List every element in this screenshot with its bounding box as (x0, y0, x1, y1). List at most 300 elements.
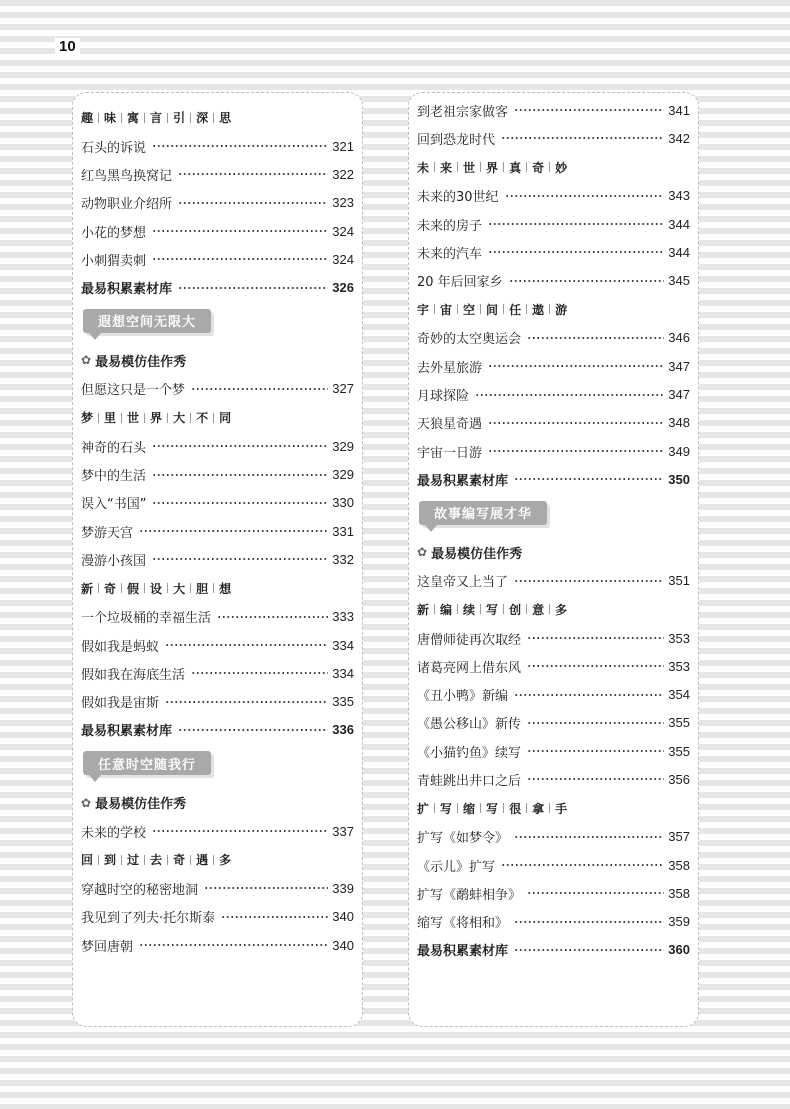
heading-separator (549, 803, 550, 813)
heading-char: 新 (81, 581, 94, 596)
entry-title: 未来的30世纪 (417, 190, 499, 206)
entry-page-number: 347 (668, 358, 690, 374)
dot-leader (527, 892, 664, 894)
dot-leader (527, 722, 664, 724)
heading-separator (167, 113, 168, 123)
dot-leader (527, 750, 664, 752)
heading-char: 未 (417, 160, 430, 175)
subsection-heading (81, 574, 354, 603)
section-label: 最易模仿佳作秀 (95, 797, 187, 813)
heading-separator (526, 604, 527, 614)
heading-char: 回 (81, 853, 94, 868)
heading-char: 过 (127, 853, 140, 868)
toc-left-column (72, 92, 363, 1027)
toc-entry[interactable] (417, 210, 690, 238)
heading-separator (121, 113, 122, 123)
flower-icon: ✿ (81, 795, 92, 810)
heading-separator (457, 304, 458, 314)
heading-char: 缩 (463, 801, 476, 816)
heading-char: 奇 (532, 160, 545, 175)
heading-separator (480, 604, 481, 614)
entry-title: 诸葛亮网上借东风 (417, 660, 522, 676)
dot-leader (152, 502, 328, 504)
heading-char: 真 (509, 160, 522, 175)
heading-char: 手 (555, 801, 568, 816)
heading-separator (526, 162, 527, 172)
toc-entry[interactable] (81, 659, 354, 687)
entry-title: 20 年后回家乡 (417, 275, 503, 291)
material-library-entry[interactable] (81, 716, 354, 744)
heading-separator (98, 413, 99, 423)
entry-page-number: 346 (668, 330, 690, 346)
heading-char: 多 (219, 853, 232, 868)
dot-leader (152, 258, 328, 260)
dot-leader (178, 173, 328, 175)
heading-separator (167, 583, 168, 593)
heading-separator (213, 413, 214, 423)
toc-entry[interactable] (417, 652, 690, 680)
dot-leader (488, 422, 664, 424)
toc-entry[interactable] (81, 189, 354, 217)
heading-separator (434, 304, 435, 314)
entry-title: 假如我是宙斯 (81, 696, 160, 712)
entry-title: 但愿这只是一个梦 (81, 383, 186, 399)
entry-page-number: 329 (332, 438, 354, 454)
heading-separator (213, 113, 214, 123)
entry-page-number: 349 (668, 443, 690, 459)
toc-entry[interactable] (417, 851, 690, 879)
heading-char: 趣 (81, 111, 94, 125)
toc-entry[interactable] (417, 409, 690, 437)
entry-title: 一个垃圾桶的幸福生活 (81, 611, 212, 627)
entry-page-number: 342 (668, 130, 690, 146)
heading-separator (434, 803, 435, 813)
dot-leader (501, 864, 664, 866)
entry-title: 最易积累素材库 (81, 724, 173, 740)
heading-char: 思 (219, 111, 232, 125)
toc-entry[interactable] (81, 432, 354, 460)
entry-page-number: 324 (332, 251, 354, 267)
entry-page-number: 334 (332, 637, 354, 653)
subsection-heading (81, 845, 354, 874)
entry-title: 最易积累素材库 (417, 944, 509, 960)
dot-leader (514, 694, 664, 696)
section-heading (81, 346, 354, 375)
dot-leader (514, 478, 664, 480)
entry-page-number: 350 (668, 471, 690, 487)
entry-title: 这皇帝又上当了 (417, 575, 509, 591)
theme-banner: 故事编写展才华 (419, 501, 547, 525)
toc-entry[interactable] (417, 624, 690, 652)
heading-char: 意 (532, 602, 545, 617)
entry-title: 唐僧师徒再次取经 (417, 632, 522, 648)
entry-page-number: 332 (332, 551, 354, 567)
entry-title: 石头的诉说 (81, 140, 147, 156)
subsection-heading (81, 403, 354, 432)
entry-page-number: 355 (668, 715, 690, 731)
entry-page-number: 326 (332, 280, 354, 296)
toc-entry[interactable] (81, 603, 354, 631)
heading-char: 去 (150, 853, 163, 868)
dot-leader (501, 137, 664, 139)
toc-entry[interactable] (417, 324, 690, 352)
subsection-heading (417, 295, 690, 324)
flower-icon: ✿ (81, 353, 92, 368)
heading-char: 想 (219, 581, 232, 596)
heading-separator (480, 162, 481, 172)
entry-page-number: 348 (668, 415, 690, 431)
entry-title: 假如我在海底生活 (81, 667, 186, 683)
toc-entry[interactable] (81, 217, 354, 245)
heading-char: 写 (486, 801, 499, 816)
dot-leader (191, 388, 328, 390)
heading-char: 奇 (104, 581, 117, 596)
heading-char: 大 (173, 581, 186, 596)
dot-leader (152, 230, 328, 232)
toc-entry[interactable] (417, 765, 690, 793)
subsection-heading (417, 595, 690, 624)
heading-separator (457, 162, 458, 172)
heading-char: 胆 (196, 581, 209, 596)
entry-title: 未来的房子 (417, 218, 483, 234)
toc-entry[interactable] (81, 687, 354, 715)
entry-title: 去外星旅游 (417, 360, 483, 376)
toc-entry[interactable] (417, 182, 690, 210)
heading-separator (503, 604, 504, 614)
heading-separator (503, 304, 504, 314)
heading-char: 设 (150, 581, 163, 596)
heading-char: 里 (104, 411, 117, 426)
toc-entry[interactable] (81, 931, 354, 959)
heading-separator (167, 413, 168, 423)
heading-separator (144, 413, 145, 423)
heading-separator (121, 413, 122, 423)
toc-entry[interactable] (81, 460, 354, 488)
entry-title: 奇妙的太空奥运会 (417, 332, 522, 348)
subsection-heading (417, 153, 690, 182)
heading-separator (457, 803, 458, 813)
heading-char: 宙 (440, 302, 453, 317)
toc-entry[interactable] (81, 375, 354, 403)
entry-title: 神奇的石头 (81, 440, 147, 456)
heading-char: 奇 (173, 853, 186, 868)
entry-title: 未来的汽车 (417, 246, 483, 262)
toc-entry[interactable] (417, 266, 690, 294)
heading-separator (98, 583, 99, 593)
heading-char: 界 (150, 411, 163, 426)
heading-separator (480, 803, 481, 813)
heading-char: 不 (196, 411, 209, 426)
theme-banner: 遐想空间无限大 (83, 309, 211, 333)
heading-char: 任 (509, 302, 522, 317)
toc-entry[interactable] (417, 908, 690, 936)
toc-entry[interactable] (417, 352, 690, 380)
dot-leader (221, 916, 328, 918)
dot-leader (152, 145, 328, 147)
entry-title: 小花的梦想 (81, 225, 147, 241)
toc-entry[interactable] (81, 132, 354, 160)
toc-right-column (408, 92, 699, 1027)
heading-separator (549, 304, 550, 314)
section-heading (417, 538, 690, 567)
entry-page-number: 359 (668, 914, 690, 930)
dot-leader (505, 195, 665, 197)
section-heading (81, 788, 354, 817)
heading-char: 梦 (81, 411, 94, 426)
entry-page-number: 324 (332, 223, 354, 239)
heading-separator (190, 855, 191, 865)
entry-title: 红鸟黑鸟换窝记 (81, 168, 173, 184)
dot-leader (514, 580, 664, 582)
entry-page-number: 343 (668, 188, 690, 204)
entry-title: 梦中的生活 (81, 469, 147, 485)
entry-page-number: 327 (332, 381, 354, 397)
entry-title: 最易积累素材库 (81, 282, 173, 298)
heading-char: 假 (127, 581, 140, 596)
subsection-heading (81, 103, 354, 132)
dot-leader (527, 637, 664, 639)
dot-leader (191, 672, 328, 674)
entry-page-number: 339 (332, 880, 354, 896)
entry-page-number: 358 (668, 857, 690, 873)
entry-page-number: 351 (668, 573, 690, 589)
heading-separator (121, 855, 122, 865)
heading-char: 写 (486, 602, 499, 617)
entry-title: 梦游天宫 (81, 525, 134, 541)
entry-page-number: 337 (332, 823, 354, 839)
dot-leader (527, 665, 664, 667)
dot-leader (488, 251, 664, 253)
heading-separator (144, 583, 145, 593)
dot-leader (527, 337, 664, 339)
entry-page-number: 356 (668, 771, 690, 787)
toc-entry[interactable] (81, 517, 354, 545)
dot-leader (527, 778, 664, 780)
heading-char: 妙 (555, 160, 568, 175)
dot-leader (514, 109, 664, 111)
toc-entry[interactable] (417, 124, 690, 152)
heading-char: 续 (463, 602, 476, 617)
heading-separator (503, 803, 504, 813)
toc-entry[interactable] (81, 631, 354, 659)
heading-char: 世 (463, 160, 476, 175)
heading-separator (167, 855, 168, 865)
entry-page-number: 323 (332, 195, 354, 211)
heading-char: 世 (127, 411, 140, 426)
heading-separator (213, 583, 214, 593)
heading-separator (549, 604, 550, 614)
dot-leader (152, 445, 328, 447)
entry-page-number: 321 (332, 138, 354, 154)
dot-leader (178, 287, 328, 289)
entry-title: 青蛙跳出井口之后 (417, 773, 522, 789)
entry-page-number: 345 (668, 273, 690, 289)
heading-char: 拿 (532, 801, 545, 816)
entry-title: 穿越时空的秘密地洞 (81, 882, 199, 898)
dot-leader (139, 530, 328, 532)
material-library-entry[interactable] (81, 273, 354, 301)
heading-char: 游 (555, 302, 568, 317)
entry-page-number: 334 (332, 665, 354, 681)
section-label: 最易模仿佳作秀 (95, 354, 187, 370)
entry-title: 梦回唐朝 (81, 939, 134, 955)
entry-page-number: 358 (668, 885, 690, 901)
dot-leader (217, 616, 328, 618)
dot-leader (152, 558, 328, 560)
heading-char: 言 (150, 111, 163, 125)
toc-entry[interactable] (81, 545, 354, 573)
dot-leader (139, 944, 328, 946)
toc-entry[interactable] (417, 823, 690, 851)
heading-char: 扩 (417, 801, 430, 816)
entry-title: 《愚公移山》新传 (417, 717, 522, 733)
toc-entry[interactable] (417, 380, 690, 408)
toc-entry[interactable] (81, 489, 354, 517)
heading-separator (190, 583, 191, 593)
heading-separator (98, 855, 99, 865)
heading-char: 引 (173, 111, 186, 125)
toc-entry[interactable] (81, 160, 354, 188)
entry-page-number: 355 (668, 743, 690, 759)
heading-char: 味 (104, 111, 117, 125)
material-library-entry[interactable] (417, 465, 690, 493)
heading-char: 创 (509, 602, 522, 617)
entry-page-number: 353 (668, 658, 690, 674)
toc-entry[interactable] (417, 680, 690, 708)
heading-char: 很 (509, 801, 522, 816)
entry-title: 《丑小鸭》新编 (417, 689, 509, 705)
heading-char: 寓 (127, 111, 140, 125)
heading-char: 遇 (196, 853, 209, 868)
dot-leader (488, 450, 664, 452)
entry-title: 《小猫钓鱼》续写 (417, 745, 522, 761)
entry-title: 月球探险 (417, 389, 470, 405)
heading-separator (480, 304, 481, 314)
entry-page-number: 329 (332, 467, 354, 483)
heading-char: 新 (417, 602, 430, 617)
entry-title: 天狼星奇遇 (417, 417, 483, 433)
heading-separator (434, 604, 435, 614)
dot-leader (514, 836, 664, 838)
dot-leader (204, 887, 328, 889)
heading-char: 遨 (532, 302, 545, 317)
entry-title: 漫游小孩国 (81, 553, 147, 569)
heading-char: 空 (463, 302, 476, 317)
heading-separator (526, 803, 527, 813)
heading-separator (526, 304, 527, 314)
entry-page-number: 330 (332, 495, 354, 511)
entry-page-number: 340 (332, 937, 354, 953)
entry-page-number: 322 (332, 166, 354, 182)
toc-entry[interactable] (417, 437, 690, 465)
section-label: 最易模仿佳作秀 (431, 546, 523, 562)
subsection-heading (417, 794, 690, 823)
entry-page-number: 331 (332, 523, 354, 539)
heading-separator (144, 855, 145, 865)
heading-separator (98, 113, 99, 123)
heading-separator (503, 162, 504, 172)
entry-page-number: 340 (332, 909, 354, 925)
theme-banner: 任意时空随我行 (83, 751, 211, 775)
heading-separator (457, 604, 458, 614)
entry-title: 回到恐龙时代 (417, 132, 496, 148)
toc-entry[interactable] (417, 737, 690, 765)
dot-leader (178, 729, 328, 731)
heading-separator (190, 113, 191, 123)
toc-entry[interactable] (417, 879, 690, 907)
entry-page-number: 354 (668, 687, 690, 703)
entry-page-number: 353 (668, 630, 690, 646)
entry-title: 缩写《将相和》 (417, 916, 509, 932)
entry-page-number: 333 (332, 609, 354, 625)
entry-title: 扩写《鹬蚌相争》 (417, 887, 522, 903)
entry-page-number: 360 (668, 942, 690, 958)
toc-entry[interactable] (81, 903, 354, 931)
toc-entry[interactable] (417, 709, 690, 737)
dot-leader (165, 701, 328, 703)
entry-page-number: 341 (668, 102, 690, 118)
flower-icon: ✿ (417, 545, 428, 560)
heading-char: 同 (219, 411, 232, 426)
heading-char: 写 (440, 801, 453, 816)
dot-leader (514, 921, 664, 923)
entry-title: 《示儿》扩写 (417, 859, 496, 875)
entry-title: 到老祖宗家做客 (417, 104, 509, 120)
toc-entry[interactable] (417, 96, 690, 124)
dot-leader (514, 949, 664, 951)
dot-leader (509, 280, 665, 282)
toc-entry[interactable] (81, 245, 354, 273)
toc-entry[interactable] (81, 817, 354, 845)
entry-title: 误入“书国” (81, 497, 147, 513)
heading-char: 来 (440, 160, 453, 175)
heading-separator (434, 162, 435, 172)
toc-entry[interactable] (81, 874, 354, 902)
heading-char: 界 (486, 160, 499, 175)
entry-title: 扩写《如梦令》 (417, 831, 509, 847)
dot-leader (165, 644, 328, 646)
dot-leader (488, 223, 664, 225)
heading-separator (144, 113, 145, 123)
heading-char: 到 (104, 853, 117, 868)
heading-separator (121, 583, 122, 593)
entry-title: 小刺猬卖刺 (81, 253, 147, 269)
heading-char: 大 (173, 411, 186, 426)
heading-separator (549, 162, 550, 172)
entry-title: 我见到了列夫·托尔斯泰 (81, 911, 216, 927)
entry-page-number: 347 (668, 387, 690, 403)
toc-entry[interactable] (417, 567, 690, 595)
dot-leader (152, 474, 328, 476)
entry-page-number: 335 (332, 694, 354, 710)
page-number: 10 (55, 38, 80, 55)
entry-page-number: 357 (668, 829, 690, 845)
dot-leader (152, 830, 328, 832)
heading-char: 深 (196, 111, 209, 125)
entry-title: 最易积累素材库 (417, 473, 509, 489)
heading-char: 编 (440, 602, 453, 617)
entry-title: 未来的学校 (81, 825, 147, 841)
material-library-entry[interactable] (417, 936, 690, 964)
toc-entry[interactable] (417, 238, 690, 266)
heading-char: 间 (486, 302, 499, 317)
entry-page-number: 344 (668, 244, 690, 260)
dot-leader (178, 202, 328, 204)
heading-separator (213, 855, 214, 865)
entry-title: 宇宙一日游 (417, 445, 483, 461)
entry-title: 假如我是蚂蚁 (81, 639, 160, 655)
entry-page-number: 336 (332, 722, 354, 738)
